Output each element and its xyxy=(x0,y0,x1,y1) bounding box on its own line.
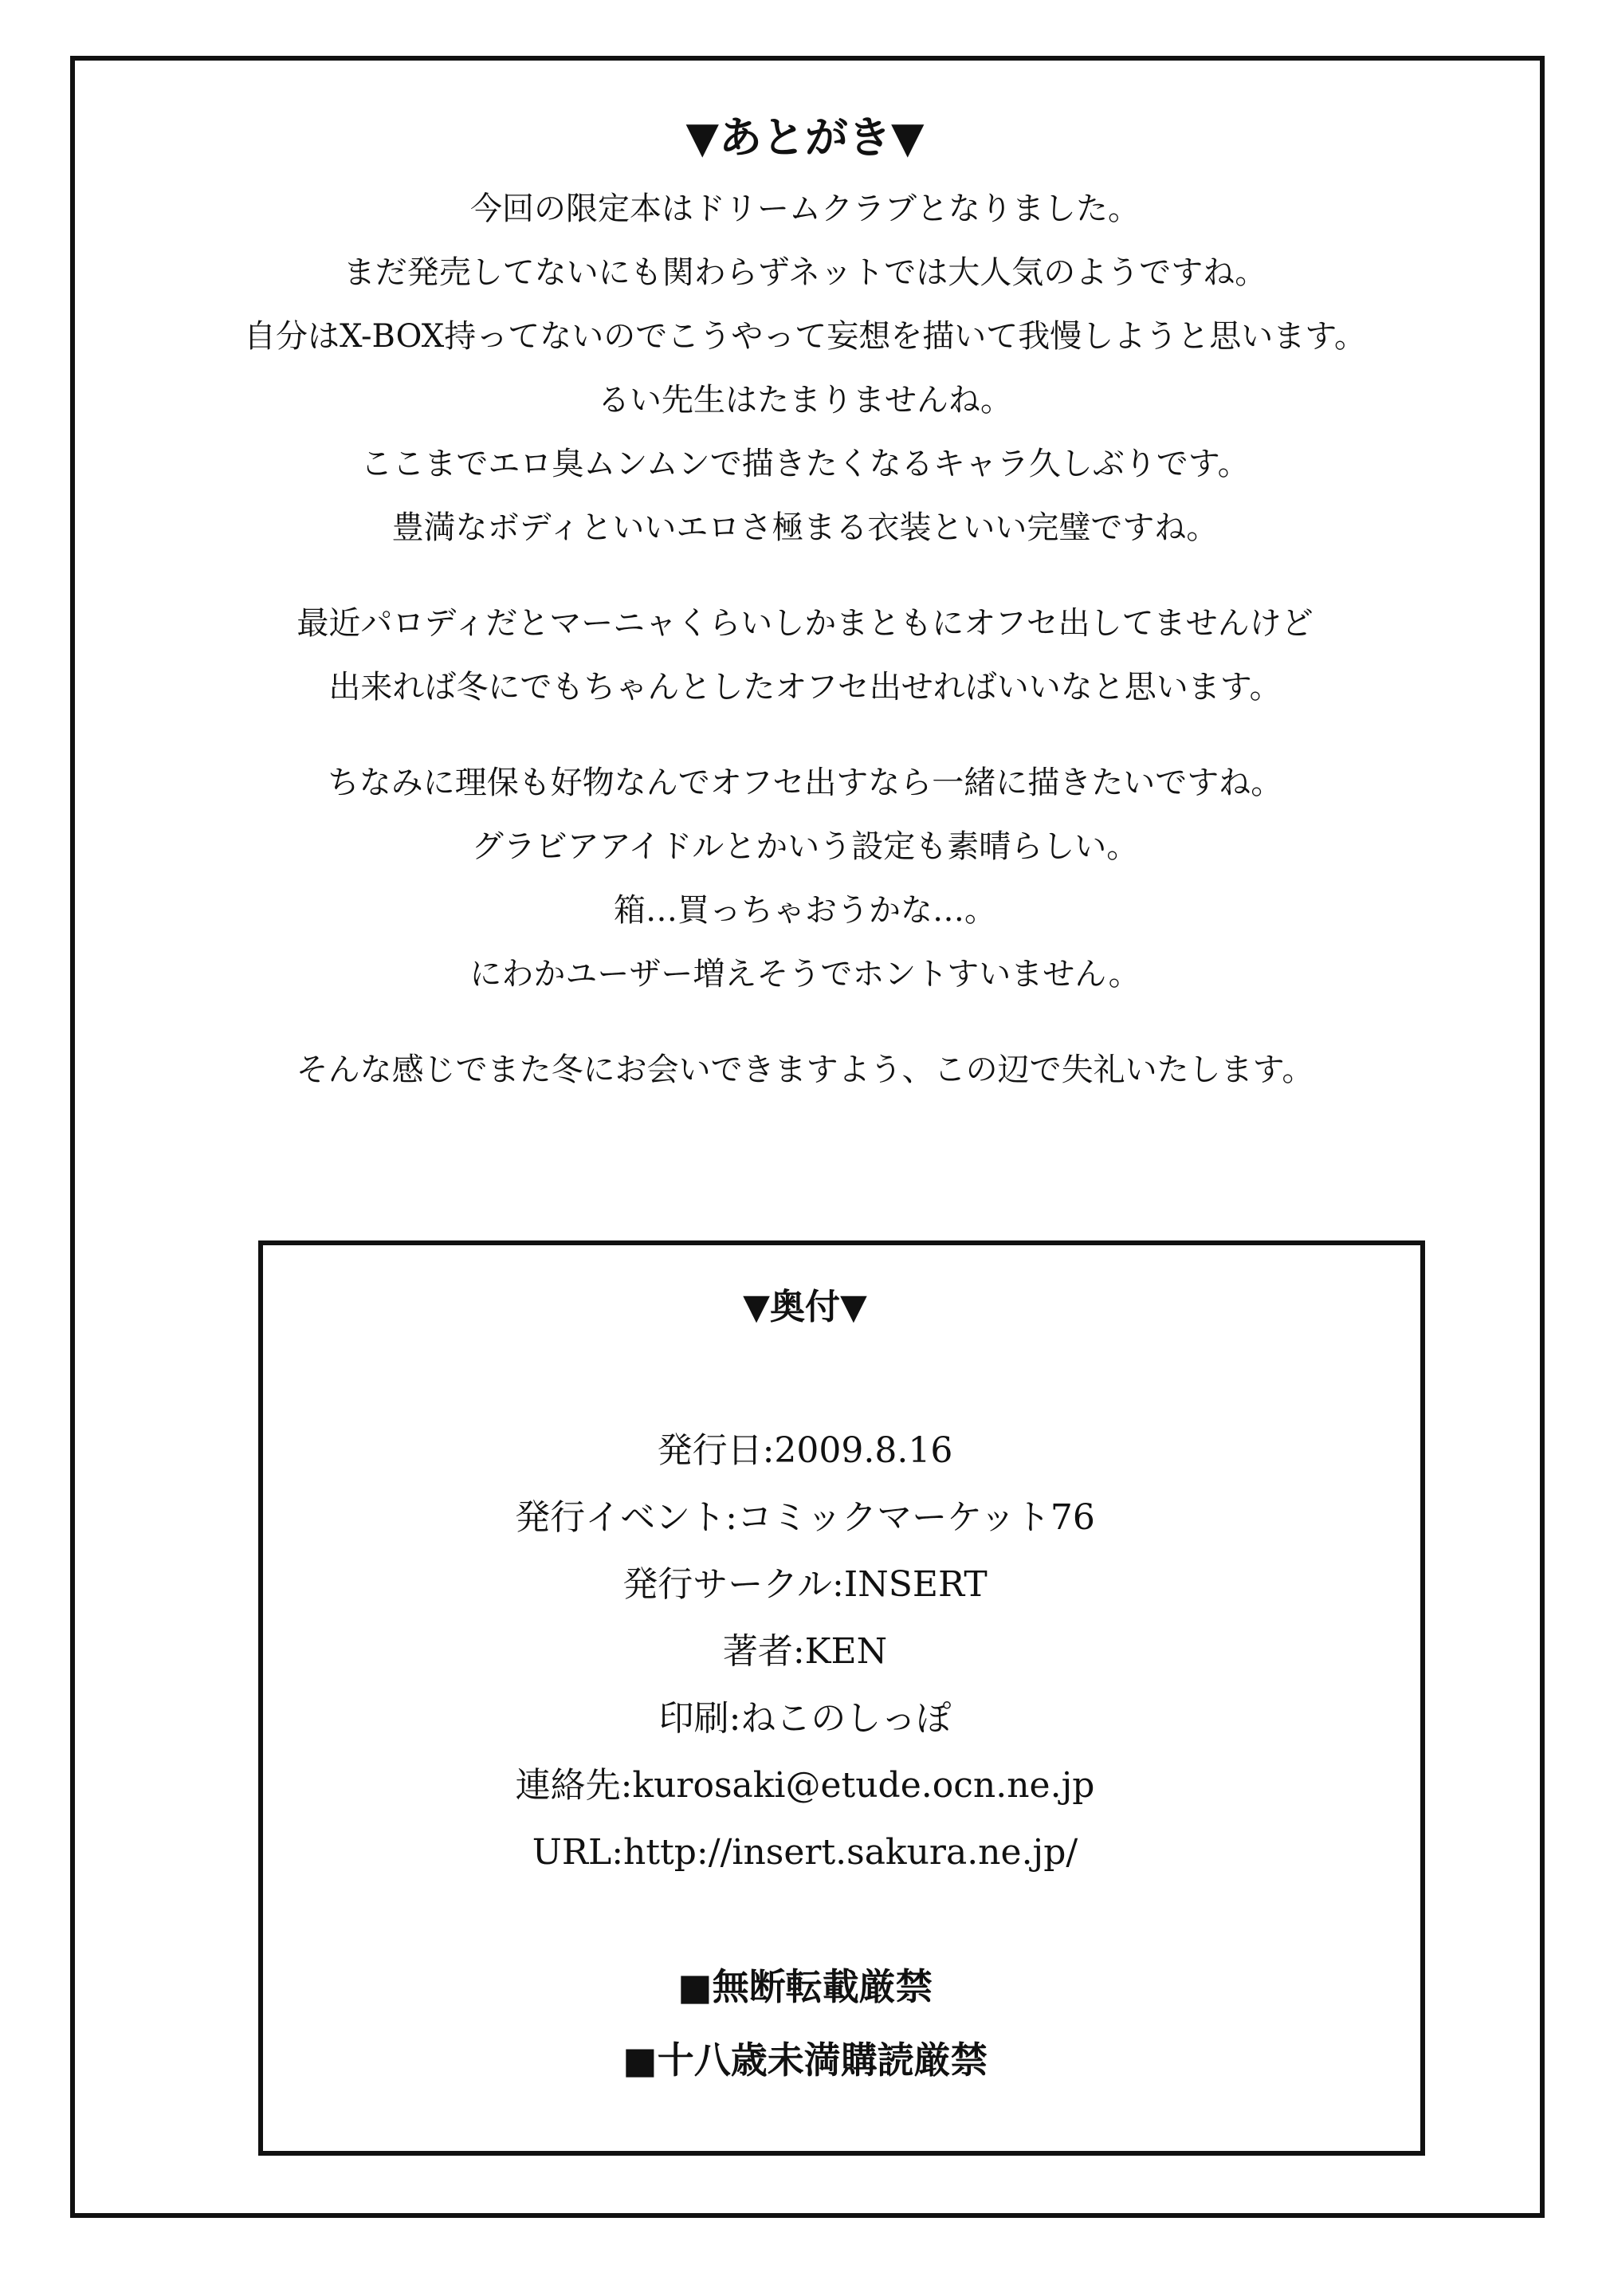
afterword-title: ▼あとがき▼ xyxy=(685,112,925,163)
notice-age-restriction: ■十八歳未満購読厳禁 xyxy=(622,2038,988,2082)
afterword-line: まだ発売してないにも関わらずネットでは大人気のようですね。 xyxy=(343,254,1267,291)
afterword-line: 自分はX-BOX持ってないのでこうやって妄想を描いて我慢しようと思います。 xyxy=(243,318,1367,355)
colophon-author: 著者:KEN xyxy=(722,1631,888,1672)
colophon-list xyxy=(0,1417,1610,1886)
afterword-line: ここまでエロ臭ムンムンで描きたくなるキャラ久しぶりです。 xyxy=(360,446,1250,482)
afterword-line: 最近パロディだとマーニャくらいしかまともにオフセ出してませんけど xyxy=(296,605,1314,642)
paragraph-gap xyxy=(0,1006,1610,1038)
colophon-circle: 発行サークル:INSERT xyxy=(622,1564,988,1605)
afterword-line: 出来れば冬にでもちゃんとしたオフセ出せればいいなと思います。 xyxy=(328,669,1282,706)
colophon-url: URL:http://insert.sakura.ne.jp/ xyxy=(532,1832,1078,1873)
afterword-line: にわかユーザー増えそうでホントすいません。 xyxy=(469,956,1141,993)
colophon-printer: 印刷:ねこのしっぽ xyxy=(658,1698,952,1739)
afterword-line: そんな感じでまた冬にお会いできますよう、この辺で失礼いたします。 xyxy=(296,1052,1314,1088)
notice-list xyxy=(0,1950,1610,2097)
afterword-line: ちなみに理保も好物なんでオフセ出すなら一緒に描きたいですね。 xyxy=(327,765,1283,801)
paragraph-gap xyxy=(0,719,1610,751)
afterword-line: 豊満なボディといいエロさ極まる衣装といい完璧ですね。 xyxy=(391,509,1219,546)
colophon-title: ▼奥付▼ xyxy=(743,1287,867,1327)
afterword-line: グラビアアイドルとかいう設定も素晴らしい。 xyxy=(471,828,1139,865)
colophon-event: 発行イベント:コミックマーケット76 xyxy=(515,1497,1095,1538)
afterword-line: るい先生はたまりませんね。 xyxy=(598,382,1012,419)
paragraph-gap xyxy=(0,560,1610,592)
afterword-line: 今回の限定本はドリームクラブとなりました。 xyxy=(470,191,1140,227)
afterword-body xyxy=(0,177,1610,1102)
colophon-contact: 連絡先:kurosaki@etude.ocn.ne.jp xyxy=(515,1765,1095,1806)
afterword-line: 箱…買っちゃおうかな…。 xyxy=(614,892,996,929)
notice-no-reprint: ■無断転載厳禁 xyxy=(677,1965,933,2008)
colophon-publish-date: 発行日:2009.8.16 xyxy=(657,1430,953,1471)
